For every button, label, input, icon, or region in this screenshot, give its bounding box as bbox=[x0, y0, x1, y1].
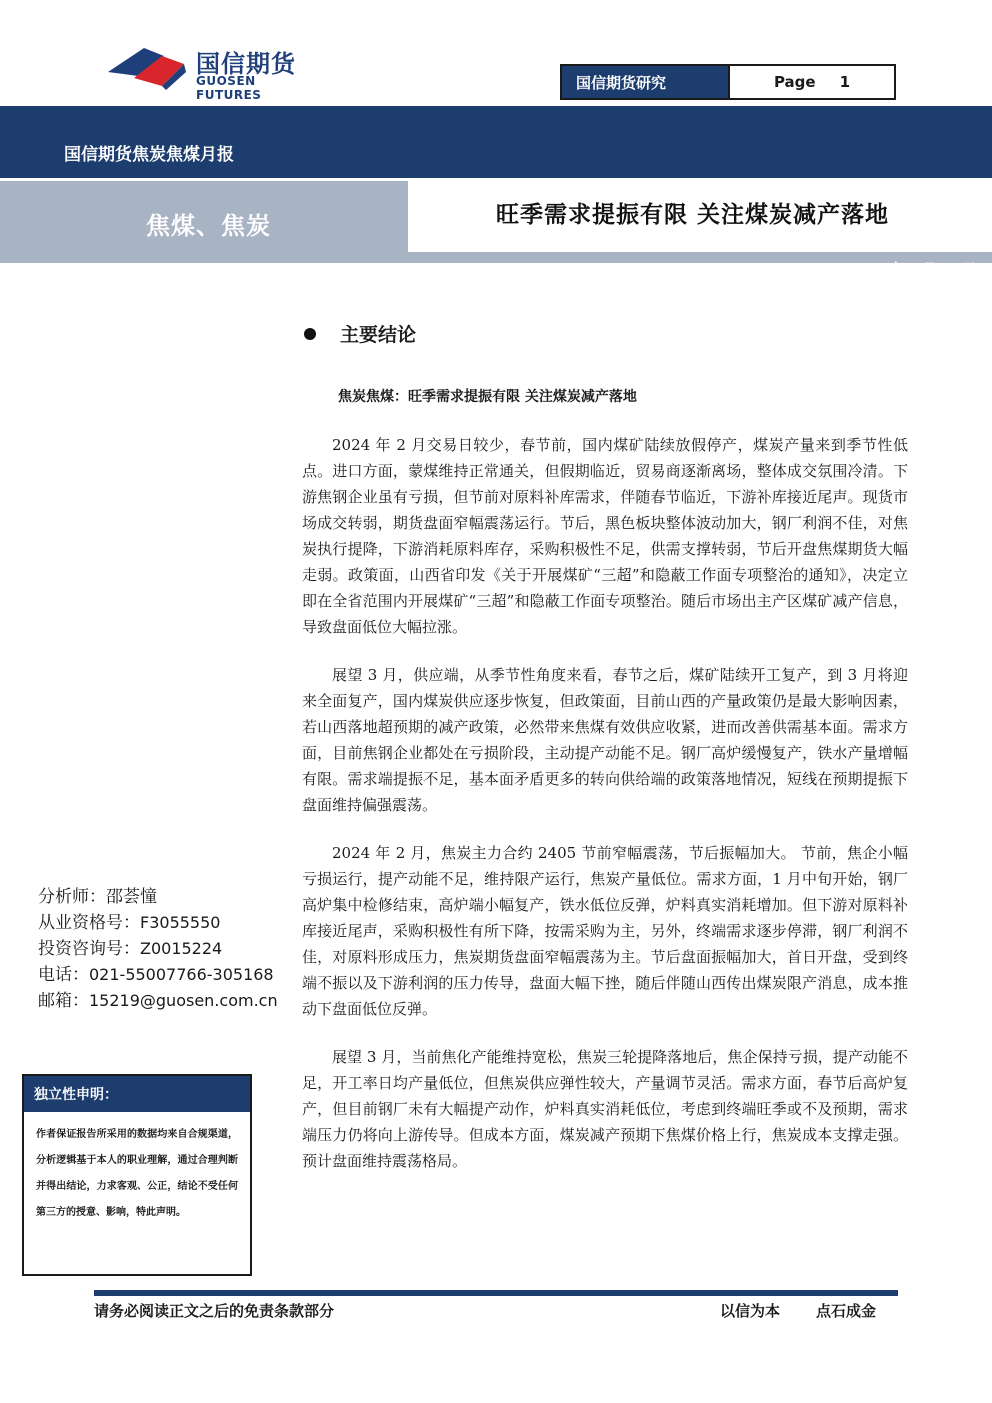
footer-slogan-2: 点石成金 bbox=[816, 1302, 877, 1320]
paragraph: 2024 年 2 月交易日较少，春节前，国内煤矿陆续放假停产，煤炭产量来到季节性低点。进口方面，蒙煤维持正常通关，但假期临近，贸易商逐渐离场，整体成交氛围冷清。下游焦钢企业虽有亏损，但节前对原料补库需求，伴随春节临近，下游补库接近尾声。现货市场成交转弱，期货盘面窄幅震荡运行。节后，黑色板块整体波动加大，钢厂利润不佳，对焦炭执行提降，下游消耗原料库存，采购积极性不足，供需支撑转弱，节后开盘焦煤期货大幅走弱。政策面，山西省印发《关于开展煤矿“三超”和隐蔽工作面专项整治的通知》，决定立即在全省范围内开展煤矿“三超”和隐蔽工作面专项整治。随后市场出主产区煤矿减产信息，导致盘面低位大幅拉涨。 bbox=[302, 436, 908, 636]
page-number: 1 bbox=[839, 73, 851, 91]
analyst-name-row bbox=[38, 884, 278, 910]
analyst-info bbox=[38, 884, 278, 1014]
guosen-logo bbox=[104, 40, 324, 102]
main-content bbox=[302, 432, 908, 1196]
paragraph: 2024 年 2 月，焦炭主力合约 2405 节前窄幅震荡，节后振幅加大。 节前，焦企小幅亏损运行，提产动能不足，维持限产运行，焦炭产量低位。需求方面，1 月中旬开始，钢厂高炉集中检修结束，高炉端小幅复产，铁水低位反弹，炉料真实消耗增加。但下游对原料补库接近尾声，采购积极性有所下降，按需采购为主，另外，终端需求逐步停滞，钢厂利润不佳，对原料形成压力，焦炭期货盘面窄幅震荡为主。节后盘面振幅加大，首日开盘，受到终端不振以及下游利润的压力传导，盘面大幅下挫，随后伴随山西传出煤炭限产消息，成本推动下盘面低位反弹。 bbox=[302, 844, 908, 1018]
research-label: 国信期货研究 bbox=[562, 66, 728, 98]
footer-divider bbox=[94, 1290, 898, 1296]
paragraph: 展望 3 月，当前焦化产能维持宽松，焦炭三轮提降落地后，焦企保持亏损，提产动能不足，开工率日均产量低位，但焦炭供应弹性较大，产量调节灵活。需求方面，春节后高炉复产，但目前钢厂未有大幅提产动作，炉料真实消耗低位，考虑到终端旺季或不及预期，需求端压力仍将向上游传导。但成本方面，煤炭减产预期下焦煤价格上行，焦炭成本支撑走强。预计盘面维持震荡格局。 bbox=[302, 1048, 908, 1170]
phone-label: 电话： bbox=[38, 965, 89, 985]
paragraph: 展望 3 月，供应端，从季节性角度来看，春节之后，煤矿陆续开工复产，到 3 月将迎来全面复产，国内煤炭供应逐步恢复，但政策面，目前山西的产量政策仍是最大影响因素，若山西落地超预期的减产政策，必然带来焦煤有效供应收紧，进而改善供需基本面。需求方面，目前焦钢企业都处在亏损阶段，主动提产动能不足。钢厂高炉缓慢复产，铁水产量增幅有限。需求端提振不足，基本面矛盾更多的转向供给端的政策落地情况，短线在预期提振下盘面维持偏强震荡。 bbox=[302, 666, 908, 814]
analyst-name: 邵荟憧 bbox=[106, 887, 157, 907]
independence-text: 作者保证报告所采用的数据均来自合规渠道，分析逻辑基于本人的职业理解，通过合理判断 并得出结论，力求客观、公正，结论不受任何第三方的授意、影响，特此声明。 bbox=[36, 1129, 238, 1218]
sub-headline: 焦炭焦煤：旺季需求提振有限 关注煤炭减产落地 bbox=[338, 389, 637, 405]
email-row bbox=[38, 988, 278, 1014]
footer-slogan bbox=[720, 1300, 876, 1321]
sub-category: 焦煤、焦炭 bbox=[146, 211, 271, 240]
independence-statement bbox=[22, 1074, 252, 1276]
analyst-name-label: 分析师： bbox=[38, 887, 106, 907]
section-title: 主要结论 bbox=[340, 324, 417, 346]
qualification-row bbox=[38, 910, 278, 936]
report-type: 国信期货焦炭焦煤月报 bbox=[64, 145, 234, 165]
independence-title: 独立性申明： bbox=[24, 1076, 250, 1112]
page-indicator bbox=[728, 66, 894, 98]
guosen-logo-icon bbox=[104, 42, 188, 92]
research-page-box bbox=[560, 64, 896, 100]
consult-number: Z0015224 bbox=[140, 939, 223, 958]
footer-disclaimer: 请务必阅读正文之后的免责条款部分 bbox=[94, 1302, 335, 1320]
qualification-label: 从业资格号： bbox=[38, 913, 140, 933]
consult-row bbox=[38, 936, 278, 962]
email-address: 15219@guosen.com.cn bbox=[89, 991, 278, 1010]
logo-chinese-name: 国信期货 bbox=[196, 50, 296, 78]
page-label: Page bbox=[773, 73, 816, 91]
qualification-number: F3055550 bbox=[140, 913, 221, 932]
logo-english-name: GUOSEN FUTURES bbox=[196, 74, 262, 102]
bullet-icon bbox=[304, 328, 316, 340]
consult-label: 投资咨询号： bbox=[38, 939, 140, 959]
page-title: 旺季需求提振有限 关注煤炭减产落地 bbox=[496, 201, 890, 228]
email-label: 邮箱： bbox=[38, 991, 89, 1011]
phone-number: 021-55007766-305168 bbox=[89, 965, 274, 984]
report-date: 2023 年 2 月 25 日 bbox=[851, 262, 976, 277]
section-heading bbox=[304, 320, 416, 347]
footer-slogan-1: 以信为本 bbox=[720, 1302, 781, 1320]
phone-row bbox=[38, 962, 278, 988]
